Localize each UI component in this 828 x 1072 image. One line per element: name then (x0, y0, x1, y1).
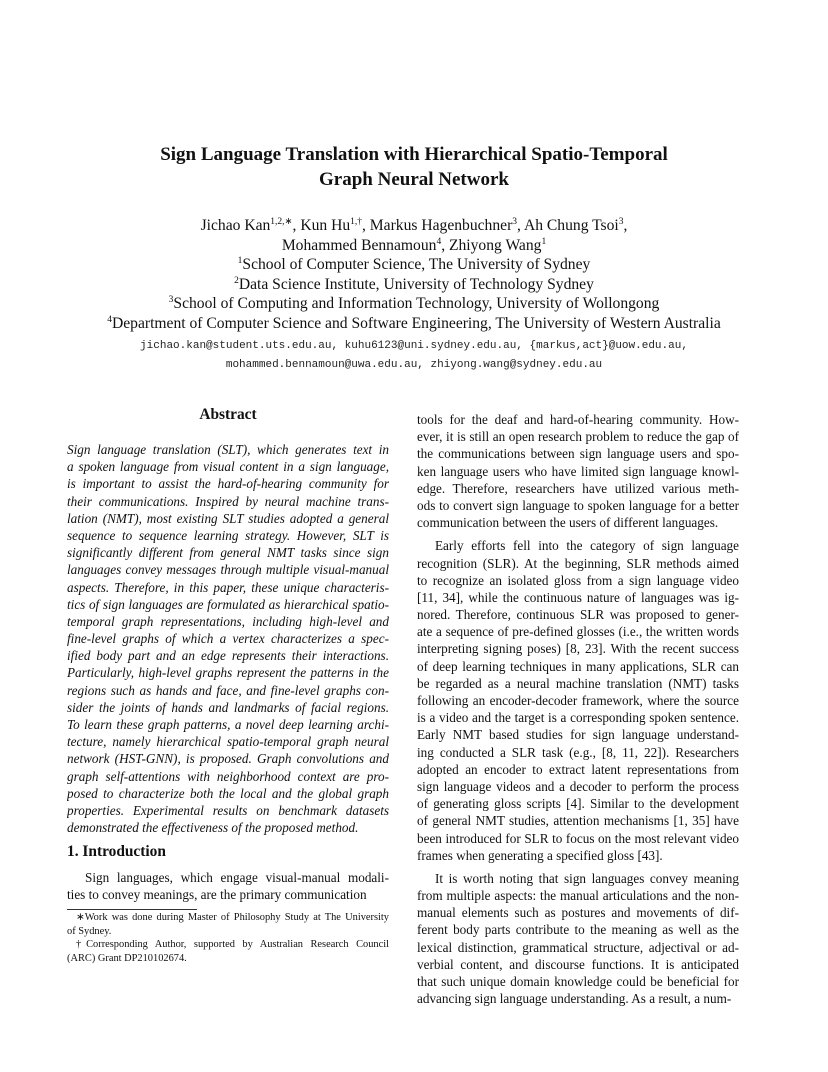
author-sep: , (292, 217, 301, 234)
author-sep: , (517, 217, 524, 234)
author-sep: , (441, 236, 449, 254)
author-sup: 3 (512, 217, 518, 227)
introduction-body (67, 869, 389, 903)
affiliation-text: School of Computing and Information Technology, University of Wollongong (173, 295, 660, 312)
footnote-line: †Corresponding Author, supported by Australian Research Council (76, 939, 389, 951)
right-column-line: nored. Therefore, continuous SLR was proposed to gener- (417, 607, 739, 623)
affiliation (0, 314, 828, 334)
right-column-line: sign language videos and a decoder to perform the process (417, 778, 739, 794)
affiliation-sup: 1 (237, 256, 243, 266)
right-column-line: the communications between sign language users and spo- (417, 446, 739, 462)
affiliation-text: Department of Computer Science and Software Engineering, The University of Western Australia (112, 314, 721, 332)
author-name: Kun Hu (300, 217, 351, 234)
intro-line: ties to convey meanings, are the primary communication (67, 887, 367, 903)
right-column-line: to recognize an isolated gloss from a sign language video (417, 572, 739, 588)
right-column-line: edge. Therefore, researchers have utilized various meth- (417, 480, 739, 496)
author-sep: , (623, 217, 628, 234)
affiliation (0, 255, 828, 275)
right-column-body (417, 411, 739, 1007)
abstract-line: tecture, namely hierarchical spatio-temporal graph neural (67, 734, 389, 750)
right-column-line: frames when generating a specified gloss [43]. (417, 847, 663, 863)
affiliation-sup: 3 (168, 295, 174, 305)
abstract-line: demonstrated the effectiveness of the proposed method. (67, 820, 359, 836)
right-column-line: is a video and the target is a corresponding spoken sentence. (417, 710, 739, 726)
abstract-line: regions such as hands and face, and fine-level graphs con- (67, 682, 389, 698)
right-column-line: from multiple aspects: the manual articulations and the non- (417, 888, 739, 904)
abstract-body (67, 441, 389, 836)
abstract-line: temporal graph representations, including high-level and (67, 613, 389, 629)
author-sup: 4 (436, 236, 442, 247)
right-column-line: ken language users who have limited sign language knowl- (417, 463, 739, 479)
email-block (0, 337, 828, 375)
paper-title (0, 142, 828, 192)
abstract-line: ified body part and an edge represents their interactions. (67, 648, 389, 664)
abstract-line: significantly different from general NMT tasks since sign (67, 545, 389, 561)
footnote-line: (ARC) Grant DP210102674. (67, 952, 187, 964)
abstract-line: fine-level graphs of which a vertex characterizes a spec- (67, 631, 389, 647)
abstract-line: Sign language translation (SLT), which generates text in (67, 442, 389, 457)
title-line: Sign Language Translation with Hierarchical Spatio-Temporal (160, 144, 668, 165)
intro-line: Sign languages, which engage visual-manual modali- (85, 870, 389, 885)
title-line: Graph Neural Network (319, 169, 509, 190)
abstract-line: tics of sign languages are formulated as hierarchical spatio- (67, 596, 389, 612)
author-line-2 (0, 236, 828, 256)
right-column-line: ever, it is still an open research problem to reduce the gap of (417, 429, 739, 445)
abstract-line: properties. Experimental results on benchmark datasets (67, 802, 389, 818)
right-column-line: verbial content, and discourse functions. It is anticipated (417, 956, 739, 972)
right-column-line: been introduced for SLR to focus on the most relevant video (417, 830, 739, 846)
abstract-line: network (HST-GNN), is proposed. Graph convolutions and (67, 751, 389, 767)
author-sep: , (362, 217, 370, 234)
affiliation-sup: 4 (107, 314, 112, 325)
right-column-line: communication between the users of different languages. (417, 515, 719, 531)
right-column-line: that such unique domain knowledge could be beneficial for (417, 974, 739, 989)
author-line-1 (0, 216, 828, 236)
right-column-line: ferent body parts contribute to the meaning as well as the (417, 922, 739, 938)
abstract-line: To learn these graph patterns, a novel deep learning archi- (67, 717, 389, 732)
abstract-line: sider the joints of hands and landmarks of facial regions. (67, 699, 389, 715)
affiliation (0, 294, 828, 314)
author-name: Jichao Kan (200, 217, 271, 234)
right-column-line: be regarded as a neural machine translation (NMT) tasks (417, 675, 739, 691)
right-column-line: recognition (SLR). At the beginning, SLR methods aimed (417, 555, 739, 571)
abstract-line: sequence to sequence learning strategy. However, SLT is (67, 527, 389, 543)
email-line: mohammed.bennamoun@uwa.edu.au, zhiyong.wang@sydney.edu.au (225, 359, 603, 371)
abstract-line: Particularly, high-level graphs represent the patterns in the (67, 665, 389, 681)
abstract-line: a spoken language from visual content in a sign language, (67, 459, 389, 475)
author-sup: 3 (618, 217, 624, 227)
abstract-line: lation (NMT), most existing SLT studies adopted a general (67, 510, 389, 526)
footnotes (67, 911, 389, 965)
right-column-line: advancing sign language understanding. As a result, a num- (417, 991, 732, 1007)
abstract-line: posed to characterize both the local and the global graph (67, 785, 389, 801)
right-column-line: Early efforts fell into the category of sign language (435, 538, 739, 554)
abstract-line: is important to assist the hard-of-hearing community for (67, 476, 389, 492)
right-column-line: adopted an encoder to extract latent representations from (417, 761, 739, 777)
right-column-line: manual elements such as postures and movements of dif- (417, 905, 739, 921)
affiliation-text: Data Science Institute, University of Technology Sydney (238, 275, 594, 293)
affiliation-text: School of Computer Science, The University of Sydney (242, 256, 591, 273)
author-sup: 1,2,∗ (270, 217, 293, 227)
footnote-divider (67, 909, 197, 910)
author-name: Zhiyong Wang (448, 236, 542, 254)
author-block (0, 216, 828, 333)
right-column-line: of generating gloss scripts [4]. Similar to the development (417, 796, 739, 812)
author-sup: 1 (541, 236, 547, 247)
author-sup: 1,† (350, 217, 362, 227)
right-column-line: of general NMT studies, attention mechanisms [1, 35] have (417, 813, 739, 829)
footnote-line: of Sydney. (67, 925, 112, 937)
abstract-line: their communications. Inspired by neural machine trans- (67, 493, 389, 509)
right-column-line: tools for the deaf and hard-of-hearing community. How- (417, 412, 739, 427)
email-line: jichao.kan@student.uts.edu.au, kuhu6123@uni.sydney.edu.au, {markus,act}@uow.edu.au, (140, 340, 688, 352)
section-heading-introduction: 1. Introduction (67, 843, 166, 860)
abstract-line: languages convey messages through multiple visual-manual (67, 562, 389, 578)
right-column-line: ods to convert sign language to spoken language for a better (417, 497, 739, 513)
abstract-heading: Abstract (199, 406, 257, 423)
abstract-line: graph self-attentions with neighborhood context are pro- (67, 768, 389, 784)
right-column-line: interpreting signing poses) [8, 23]. With the recent success (417, 641, 739, 657)
right-column-line: of deep learning techniques in many applications, SLR can (417, 658, 739, 674)
right-column-line: ate a sequence of pre-defined glosses (i.e., the written words (417, 624, 739, 640)
affiliation-sup: 2 (234, 275, 239, 286)
right-column-line: following an encoder-decoder framework, where the source (417, 693, 739, 708)
author-name: Ah Chung Tsoi (523, 217, 619, 234)
right-column-line: It is worth noting that sign languages convey meaning (435, 870, 739, 886)
right-column-line: ing conducted a SLR task (e.g., [8, 11, 22]). Researchers (417, 744, 739, 760)
author-name: Markus Hagenbuchner (369, 217, 513, 234)
affiliation (0, 275, 828, 295)
right-column-line: [11, 34], while the continuous nature of languages was ig- (417, 589, 739, 605)
author-name: Mohammed Bennamoun (281, 236, 437, 254)
right-column-line: Early NMT based studies for sign language understand- (417, 727, 739, 743)
right-column-line: lexical distinction, grammatical structure, adjectival or ad- (417, 939, 739, 955)
abstract-line: aspects. Therefore, in this paper, these unique characteris- (67, 579, 389, 595)
footnote-line: ∗Work was done during Master of Philosophy Study at The University (76, 912, 389, 923)
